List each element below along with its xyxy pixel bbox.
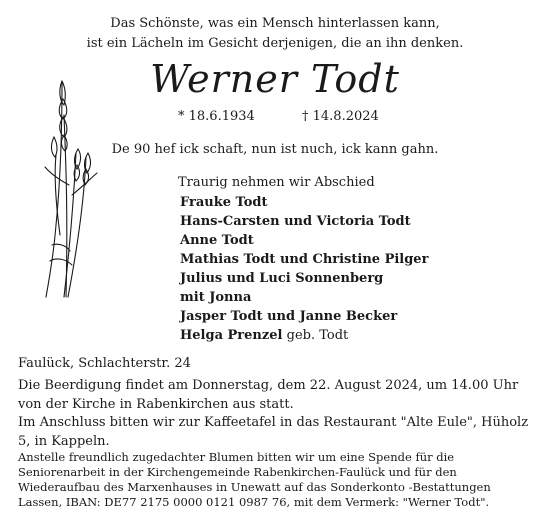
memorial-quote (0, 14, 550, 54)
mourner-name: Anne Todt (180, 233, 254, 248)
mourner-name: Mathias Todt und Christine Pilger (180, 252, 429, 267)
wheat-stalks-icon (42, 75, 100, 301)
mourner-address: Faulück, Schlachterstr. 24 (18, 356, 191, 371)
mourner-name: Jasper Todt und Janne Becker (180, 309, 398, 324)
coffee-notice: Im Anschluss bitten wir zur Kaffeetafel in das Restaurant "Alte Eule", Hüholz 5, in Kappeln. (18, 415, 529, 449)
mourners-intro: Traurig nehmen wir Abschied (178, 175, 375, 190)
personal-motto: De 90 hef ick schaft, nun ist nuch, ick kann gahn. (111, 142, 439, 157)
donation-notice: Anstelle freundlich zugedachter Blumen bitten wir um eine Spende für die Seniorenarbeit in der Kirchengemeinde Rabenkirchen-Faulück und für den Wiederaufbau des Marxenhauses in Unewatt auf das Sonderkonto -Bestattungen Lassen, IBAN: DE77 2175 0000 0121 0987 76, mit dem Vermerk: "Werner Todt". (18, 450, 491, 509)
quote-line-1: Das Schönste, was ein Mensch hinterlassen kann, (110, 16, 440, 31)
deceased-name: Werner Todt (150, 57, 400, 101)
mourner-name: Hans-Carsten und Victoria Todt (180, 214, 411, 229)
mourner-name: mit Jonna (180, 290, 252, 305)
funeral-notice: Die Beerdigung findet am Donnerstag, dem 22. August 2024, um 14.00 Uhr von der Kirche in Rabenkirchen aus statt. (18, 378, 519, 412)
maiden-name-suffix: geb. Todt (282, 328, 349, 343)
mourners-list (180, 193, 428, 345)
quote-line-2: ist ein Lächeln im Gesicht derjenigen, die an ihn denken. (86, 36, 464, 51)
mourner-name: Julius und Luci Sonnenberg (180, 271, 384, 286)
mourner-name: Helga Prenzel geb. Todt (180, 328, 349, 343)
birth-date: * 18.6.1934 (178, 109, 255, 124)
death-date: † 14.8.2024 (302, 109, 379, 124)
mourner-name: Frauke Todt (180, 195, 268, 210)
